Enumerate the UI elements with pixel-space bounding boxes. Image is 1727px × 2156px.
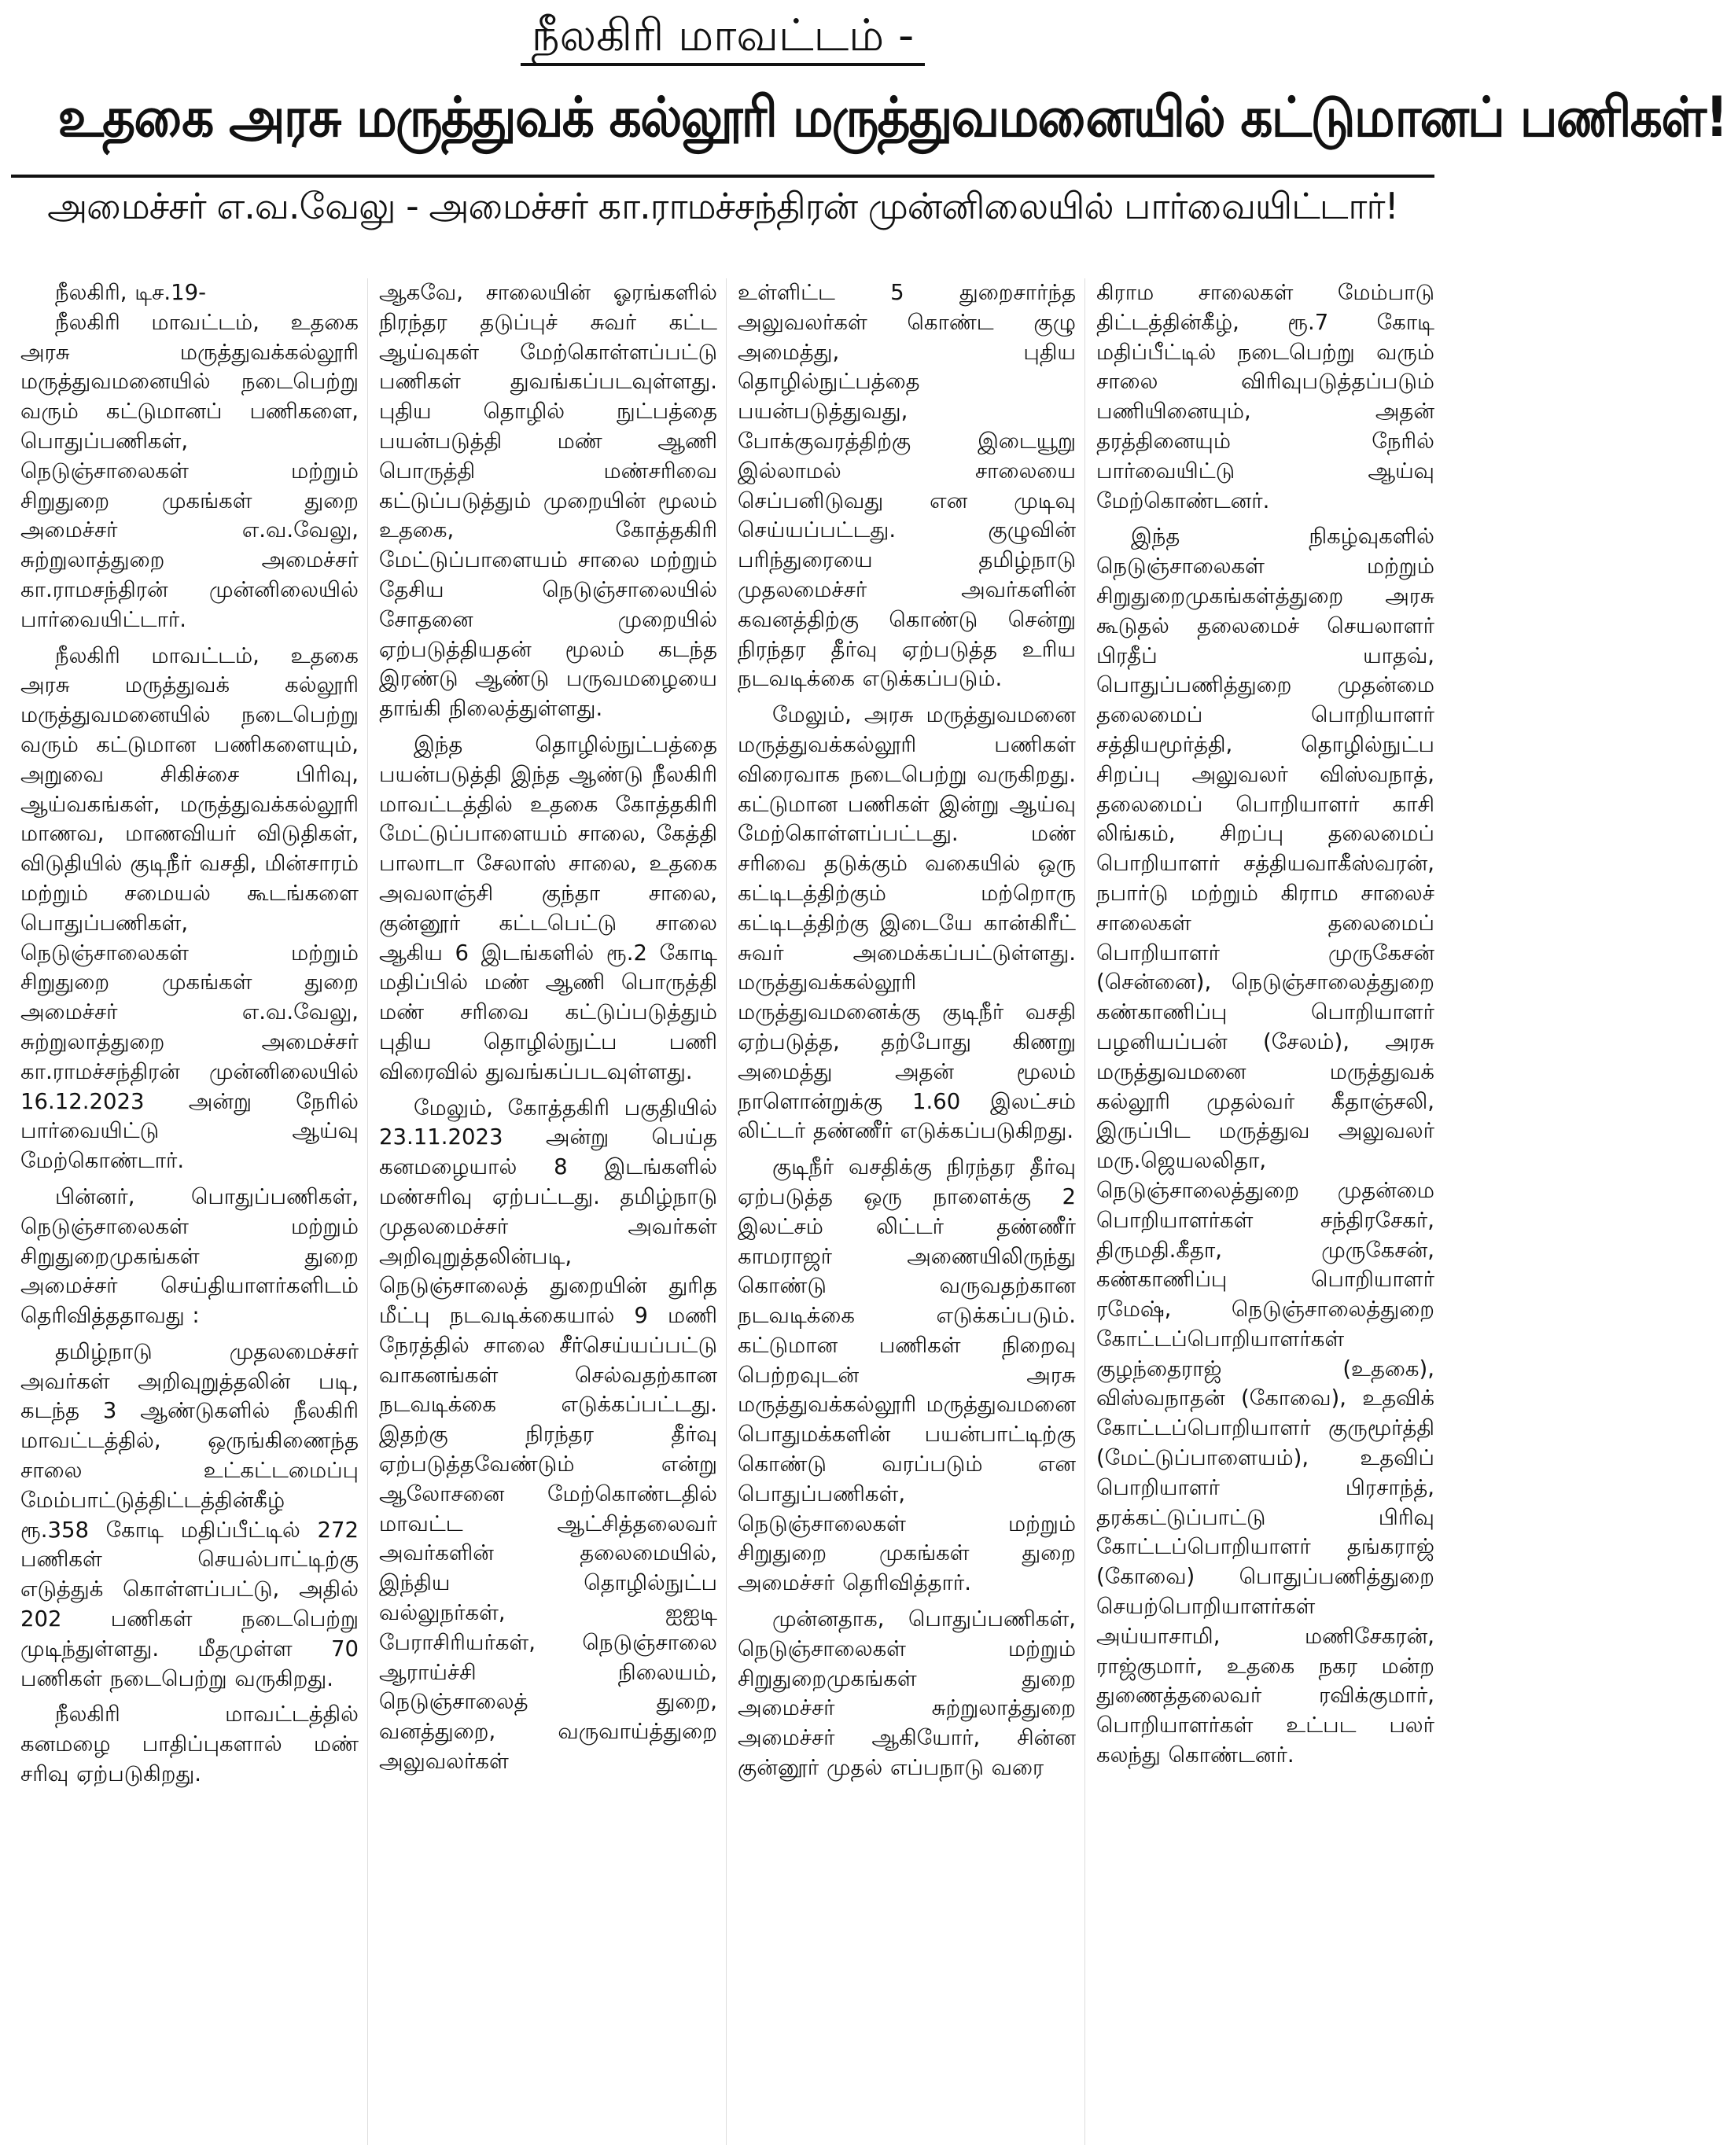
kicker: நீலகிரி மாவட்டம் -	[521, 11, 925, 66]
paragraph: மேலும், கோத்தகிரி பகுதியில் 23.11.2023 அன்று பெய்த கனமழையால் 8 இடங்களில் மண்சரிவு ஏற்பட்டது. தமிழ்நாடு முதலமைச்சர் அவர்கள் அறிவுறுத்தலின்படி, நெடுஞ்சாலைத் துறையின் துரித மீட்பு நடவடிக்கையால் 9 மணி நேரத்தில் சாலை சீர்செய்யப்பட்டு வாகனங்கள் செல்வதற்கான நடவடிக்கை எடுக்கப்பட்டது. இதற்கு நிரந்தர தீர்வு ஏற்படுத்தவேண்டும் என்று ஆலோசனை மேற்கொண்டதில் மாவட்ட ஆட்சித்தலைவர் அவர்களின் தலைமையில், இந்திய தொழில்நுட்ப வல்லுநர்கள், ஐஐடி பேராசிரியர்கள், நெடுஞ்சாலை ஆராய்ச்சி நிலையம், நெடுஞ்சாலைத் துறை, வனத்துறை, வருவாய்த்துறை அலுவலர்கள்	[379, 1095, 717, 1775]
paragraph: தமிழ்நாடு முதலமைச்சர் அவர்கள் அறிவுறுத்தலின் படி, கடந்த 3 ஆண்டுகளில் நீலகிரி மாவட்டத்தில், ஒருங்கிணைந்த சாலை உட்கட்டமைப்பு மேம்பாட்டுத்திட்டத்தின்கீழ் ரூ.358 கோடி மதிப்பீட்டில் 272 பணிகள் செயல்பாட்டிற்கு எடுத்துக் கொள்ளப்பட்டு, அதில் 202 பணிகள் நடைபெற்று முடிந்துள்ளது. மீதமுள்ள 70 பணிகள் நடைபெற்று வருகிறது.	[20, 1338, 359, 1691]
subheadline: அமைச்சர் எ.வ.வேலு - அமைச்சர் கா.ராமச்சந்திரன் முன்னிலையில் பார்வையிட்டார்!	[47, 185, 1398, 227]
kicker-container	[0, 0, 1445, 71]
column-1	[20, 278, 359, 2145]
paragraph: நீலகிரி மாவட்டம், உதகை அரசு மருத்துவக்கல்லூரி மருத்துவமனையில் நடைபெற்று வரும் கட்டுமானப் பணிகளை, பொதுப்பணிகள், நெடுஞ்சாலைகள் மற்றும் சிறுதுறை முகங்கள் துறை அமைச்சர் எ.வ.வேலு, சுற்றுலாத்துறை அமைச்சர் கா.ராமசந்திரன் முன்னிலையில் பார்வையிட்டார்.	[20, 309, 359, 632]
paragraph: குடிநீர் வசதிக்கு நிரந்தர தீர்வு ஏற்படுத்த ஒரு நாளைக்கு 2 இலட்சம் லிட்டர் தண்ணீர் காமராஜர் அணையிலிருந்து கொண்டு வருவதற்கான நடவடிக்கை எடுக்கப்படும். கட்டுமான பணிகள் நிறைவு பெற்றவுடன் அரசு மருத்துவக்கல்லூரி மருத்துவமனை பொதுமக்களின் பயன்பாட்டிற்கு கொண்டு வரப்படும் என பொதுப்பணிகள், நெடுஞ்சாலைகள் மற்றும் சிறுதுறை முகங்கள் துறை அமைச்சர் தெரிவித்தார்.	[738, 1154, 1076, 1596]
paragraph: முன்னதாக, பொதுப்பணிகள், நெடுஞ்சாலைகள் மற்றும் சிறுதுறைமுகங்கள் துறை அமைச்சர் சுற்றுலாத்துறை அமைச்சர் ஆகியோர், சின்ன குன்னூர் முதல் எப்பநாடு வரை	[738, 1606, 1076, 1781]
paragraph: நீலகிரி மாவட்டம், உதகை அரசு மருத்துவக் கல்லூரி மருத்துவமனையில் நடைபெற்று வரும் கட்டுமான பணிகளையும், அறுவை சிகிச்சை பிரிவு, ஆய்வகங்கள், மருத்துவக்கல்லூரி மாணவ, மாணவியர் விடுதிகள், விடுதியில் குடிநீர் வசதி, மின்சாரம் மற்றும் சமையல் கூடங்களை பொதுப்பணிகள், நெடுஞ்சாலைகள் மற்றும் சிறுதுறை முகங்கள் துறை அமைச்சர் எ.வ.வேலு, சுற்றுலாத்துறை அமைச்சர் கா.ராமச்சந்திரன் முன்னிலையில் 16.12.2023 அன்று நேரில் பார்வையிட்டு ஆய்வு மேற்கொண்டார்.	[20, 642, 359, 1174]
paragraph: பின்னர், பொதுப்பணிகள், நெடுஞ்சாலைகள் மற்றும் சிறுதுறைமுகங்கள் துறை அமைச்சர் செய்தியாளர்களிடம் தெரிவித்ததாவது :	[20, 1183, 359, 1329]
column-3	[726, 278, 1076, 2145]
paragraph: நீலகிரி மாவட்டத்தில் கனமழை பாதிப்புகளால் மண் சரிவு ஏற்படுகிறது.	[20, 1702, 359, 1787]
column-4	[1084, 278, 1434, 2145]
headline: உதகை அரசு மருத்துவக் கல்லூரி மருத்துவமனையில் கட்டுமானப் பணிகள்!	[57, 85, 1727, 149]
paragraph: கிராம சாலைகள் மேம்பாடு திட்டத்தின்கீழ், ரூ.7 கோடி மதிப்பீட்டில் நடைபெற்று வரும் சாலை விரிவுபடுத்தப்படும் பணியினையும், அதன் தரத்தினையும் நேரில் பார்வையிட்டு ஆய்வு மேற்கொண்டனர்.	[1096, 280, 1434, 513]
paragraph: இந்த தொழில்நுட்பத்தை பயன்படுத்தி இந்த ஆண்டு நீலகிரி மாவட்டத்தில் உதகை கோத்தகிரி மேட்டுப்பாளையம் சாலை, கேத்தி பாலாடா சேலாஸ் சாலை, உதகை அவலாஞ்சி குந்தா சாலை, குன்னூர் கட்டபெட்டு சாலை ஆகிய 6 இடங்களில் ரூ.2 கோடி மதிப்பில் மண் ஆணி பொருத்தி மண் சரிவை கட்டுப்படுத்தும் புதிய தொழில்நுட்ப பணி விரைவில் துவங்கப்படவுள்ளது.	[379, 731, 717, 1084]
paragraph: ஆகவே, சாலையின் ஓரங்களில் நிரந்தர தடுப்புச் சுவர் கட்ட ஆய்வுகள் மேற்கொள்ளப்பட்டு பணிகள் துவங்கப்படவுள்ளது. புதிய தொழில் நுட்பத்தை பயன்படுத்தி மண் ஆணி பொருத்தி மண்சரிவை கட்டுப்படுத்தும் முறையின் மூலம் உதகை, கோத்தகிரி மேட்டுப்பாளையம் சாலை மற்றும் தேசிய நெடுஞ்சாலையில் சோதனை முறையில் ஏற்படுத்தியதன் மூலம் கடந்த இரண்டு ஆண்டு பருவமழையை தாங்கி நிலைத்துள்ளது.	[379, 280, 717, 722]
paragraph: உள்ளிட்ட 5 துறைசார்ந்த அலுவலர்கள் கொண்ட குழு அமைத்து, புதிய தொழில்நுட்பத்தை பயன்படுத்துவது, போக்குவரத்திற்கு இடையூறு இல்லாமல் சாலையை செப்பனிடுவது என முடிவு செய்யப்பட்டது. குழுவின் பரிந்துரையை தமிழ்நாடு முதலமைச்சர் அவர்களின் கவனத்திற்கு கொண்டு சென்று நிரந்தர தீர்வு ஏற்படுத்த உரிய நடவடிக்கை எடுக்கப்படும்.	[738, 280, 1076, 692]
paragraph: இந்த நிகழ்வுகளில் நெடுஞ்சாலைகள் மற்றும் சிறுதுறைமுகங்கள்த்துறை அரசு கூடுதல் தலைமைச் செயலாளர் பிரதீப் யாதவ், பொதுப்பணித்துறை முதன்மை தலைமைப் பொறியாளர் சத்தியமூர்த்தி, தொழில்நுட்ப சிறப்பு அலுவலர் விஸ்வநாத், தலைமைப் பொறியாளர் காசி லிங்கம், சிறப்பு தலைமைப் பொறியாளர் சத்தியவாகீஸ்வரன், நபார்டு மற்றும் கிராம சாலைச் சாலைகள் தலைமைப் பொறியாளர் முருகேசன் (சென்னை), நெடுஞ்சாலைத்துறை கண்காணிப்பு பொறியாளர் பழனியப்பன் (சேலம்), அரசு மருத்துவமனை மருத்துவக் கல்லூரி முதல்வர் கீதாஞ்சலி, இருப்பிட மருத்துவ அலுவலர் மரு.ஜெயலலிதா, நெடுஞ்சாலைத்துறை முதன்மை பொறியாளர்கள் சந்திரசேகர், திருமதி.கீதா, முருகேசன், கண்காணிப்பு பொறியாளர் ரமேஷ், நெடுஞ்சாலைத்துறை கோட்டப்பொறியாளர்கள் குழந்தைராஜ் (உதகை), விஸ்வநாதன் (கோவை), உதவிக் கோட்டப்பொறியாளர் குருமூர்த்தி (மேட்டுப்பாளையம்), உதவிப் பொறியாளர் பிரசாந்த், தரக்கட்டுப்பாட்டு பிரிவு கோட்டப்பொறியாளர் தங்கராஜ் (கோவை) பொதுப்பணித்துறை செயற்பொறியாளர்கள் அய்யாசாமி, மணிசேகரன், ராஜ்குமார், உதகை நகர மன்ற துணைத்தலைவர் ரவிக்குமார், பொறியாளர்கள் உட்பட பலர் கலந்து கொண்டனர்.	[1096, 524, 1434, 1768]
column-2	[367, 278, 717, 2145]
paragraph: மேலும், அரசு மருத்துவமனை மருத்துவக்கல்லூரி பணிகள் விரைவாக நடைபெற்று வருகிறது. கட்டுமான பணிகள் இன்று ஆய்வு மேற்கொள்ளப்பட்டது. மண் சரிவை தடுக்கும் வகையில் ஒரு கட்டிடத்திற்கும் மற்றொரு கட்டிடத்திற்கு இடையே கான்கிரீட் சுவர் அமைக்கப்பட்டுள்ளது. மருத்துவக்கல்லூரி மருத்துவமனைக்கு குடிநீர் வசதி ஏற்படுத்த, தற்போது கிணறு அமைத்து அதன் மூலம் நாளொன்றுக்கு 1.60 இலட்சம் லிட்டர் தண்ணீர் எடுக்கப்படுகிறது.	[738, 702, 1076, 1144]
article-body	[20, 278, 1434, 2145]
dateline: நீலகிரி, டிச.19-	[55, 280, 207, 305]
